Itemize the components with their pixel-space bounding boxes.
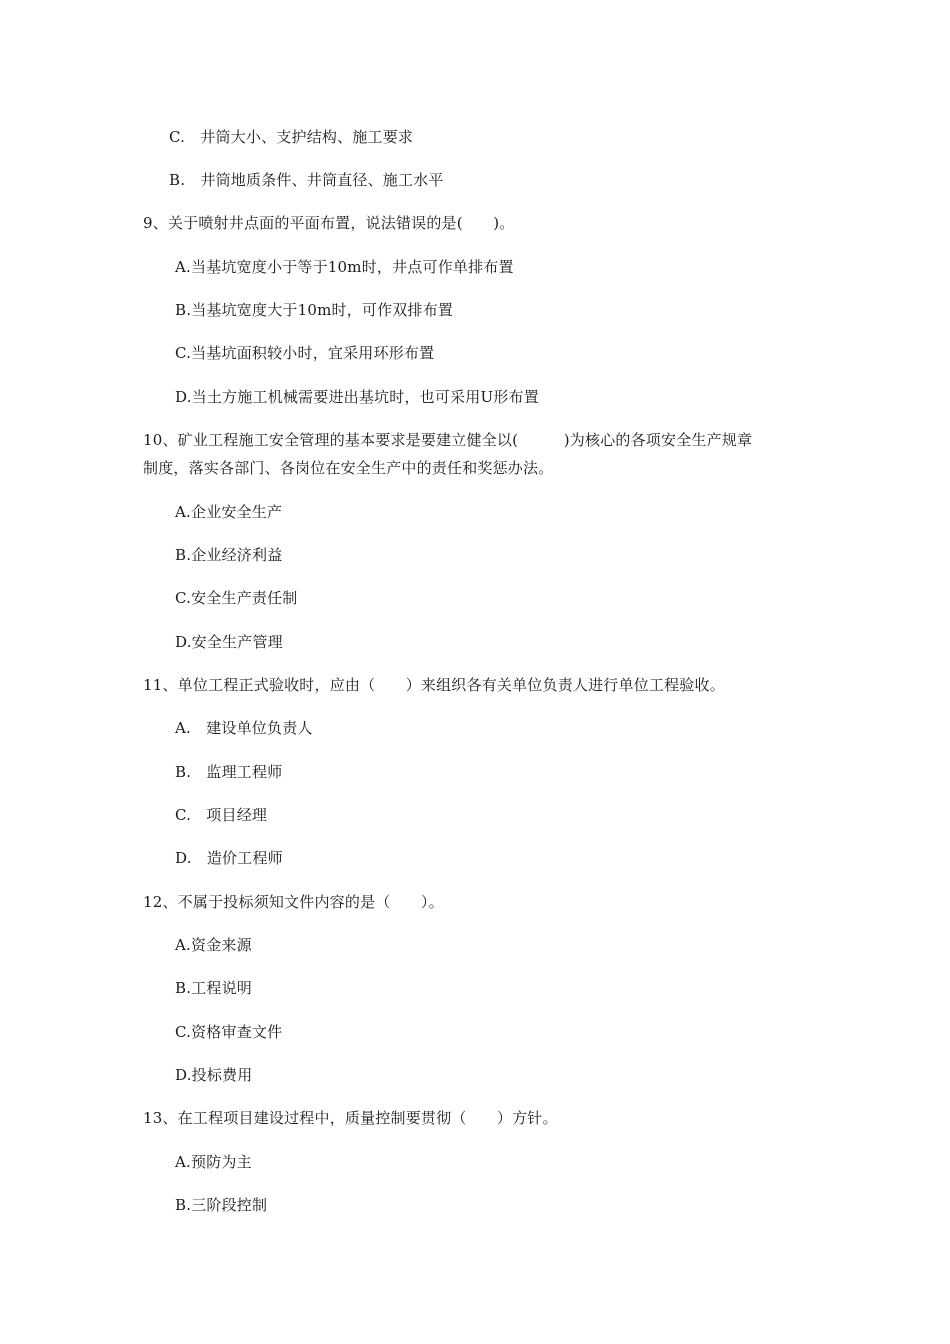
q11-stem: 11、单位工程正式验收时，应由（ ）来组织各有关单位负责人进行单位工程验收。 (143, 676, 725, 694)
q11-option-b: B. 监理工程师 (175, 763, 283, 781)
q9-option-a: A.当基坑宽度小于等于10m时，井点可作单排布置 (175, 258, 514, 276)
q12-option-b: B.工程说明 (175, 979, 252, 997)
q12-option-a: A.资金来源 (175, 936, 252, 954)
q10-option-d: D.安全生产管理 (175, 633, 283, 651)
q9-option-b: B.当基坑宽度大于10m时，可作双排布置 (175, 301, 454, 319)
q11-option-d: D. 造价工程师 (175, 849, 283, 867)
q9-stem: 9、关于喷射井点面的平面布置，说法错误的是( )。 (143, 214, 515, 232)
q8-option-b: B. 井筒地质条件、井筒直径、施工水平 (169, 171, 444, 189)
q13-option-b: B.三阶段控制 (175, 1196, 268, 1214)
q12-option-c: C.资格审查文件 (175, 1023, 283, 1041)
q11-option-a: A. 建设单位负责人 (175, 719, 313, 737)
q10-option-a: A.企业安全生产 (175, 503, 283, 521)
q11-option-c: C. 项目经理 (175, 806, 268, 824)
q12-option-d: D.投标费用 (175, 1066, 253, 1084)
q12-stem: 12、不属于投标须知文件内容的是（ ）。 (143, 893, 444, 911)
q10-stem-line2: 制度，落实各部门、各岗位在安全生产中的责任和奖惩办法。 (143, 459, 554, 477)
q10-option-b: B.企业经济利益 (175, 546, 283, 564)
q9-option-d: D.当土方施工机械需要进出基坑时，也可采用U形布置 (175, 388, 539, 406)
q10-stem-line1: 10、矿业工程施工安全管理的基本要求是要建立健全以( )为核心的各项安全生产规章 (143, 431, 753, 449)
q8-option-c: C. 井筒大小、支护结构、施工要求 (169, 128, 414, 146)
q10-option-c: C.安全生产责任制 (175, 589, 298, 607)
q13-option-a: A.预防为主 (175, 1153, 252, 1171)
q13-stem: 13、在工程项目建设过程中，质量控制要贯彻（ ）方针。 (143, 1109, 558, 1127)
q9-option-c: C.当基坑面积较小时，宜采用环形布置 (175, 344, 435, 362)
